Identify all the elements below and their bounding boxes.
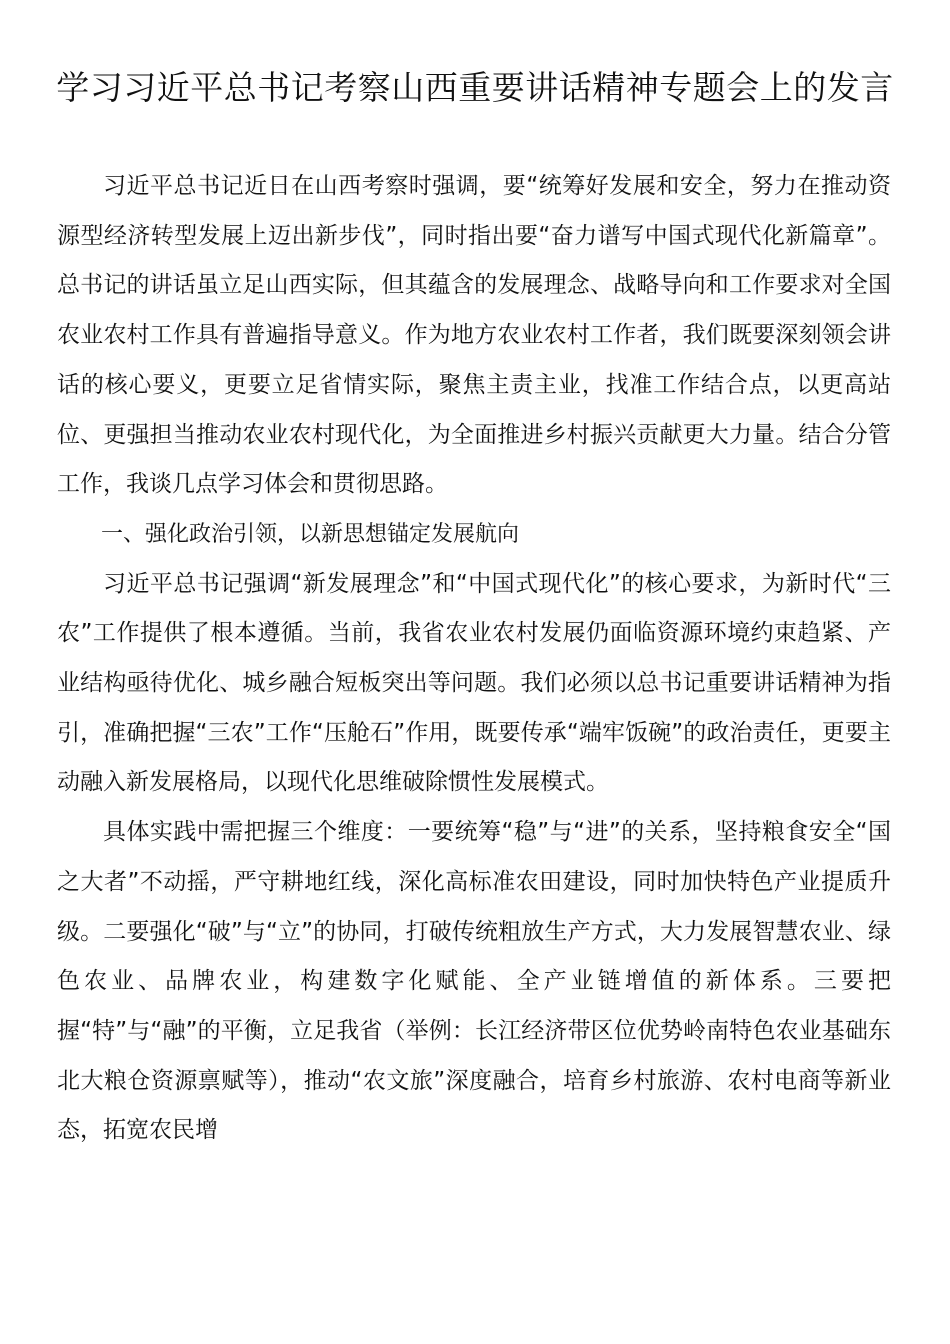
paragraph-practice: 具体实践中需把握三个维度：一要统筹“稳”与“进”的关系，坚持粮食安全“国之大者”不动摇，严守耕地红线，深化高标准农田建设，同时加快特色产业提质升级。二要强化“破”与“立”的协同，打破传统粗放生产方式，大力发展智慧农业、绿色农业、品牌农业，构建数字化赋能、全产业链增值的新体系。三要把握“特”与“融”的平衡，立足我省（举例：长江经济带区位优势岭南特色农业基础东北大粮仓资源禀赋等），推动“农文旅”深度融合，培育乡村旅游、农村电商等新业态，拓宽农民增: [57, 819, 891, 1144]
paragraph-section-1: 习近平总书记强调“新发展理念”和“中国式现代化”的核心要求，为新时代“三农”工作提供了根本遵循。当前，我省农业农村发展仍面临资源环境约束趋紧、产业结构亟待优化、城乡融合短板突出等问题。我们必须以总书记重要讲话精神为指引，准确把握“三农”工作“压舱石”作用，既要传承“端牢饭碗”的政治责任，更要主动融入新发展格局，以现代化思维破除惯性发展模式。: [57, 570, 891, 796]
section-heading-1: 一、强化政治引领，以新思想锚定发展航向: [101, 521, 520, 547]
document-title: 学习习近平总书记考察山西重要讲话精神专题会上的发言: [56, 68, 894, 107]
paragraph-intro: 习近平总书记近日在山西考察时强调，要“统筹好发展和安全，努力在推动资源型经济转型发展上迈出新步伐”，同时指出要“奋力谱写中国式现代化新篇章”。总书记的讲话虽立足山西实际，但其蕴含的发展理念、战略导向和工作要求对全国农业农村工作具有普遍指导意义。作为地方农业农村工作者，我们既要深刻领会讲话的核心要义，更要立足省情实际，聚焦主责主业，找准工作结合点，以更高站位、更强担当推动农业农村现代化，为全面推进乡村振兴贡献更大力量。结合分管工作，我谈几点学习体会和贯彻思路。: [57, 173, 891, 498]
document-body: [57, 162, 891, 1156]
